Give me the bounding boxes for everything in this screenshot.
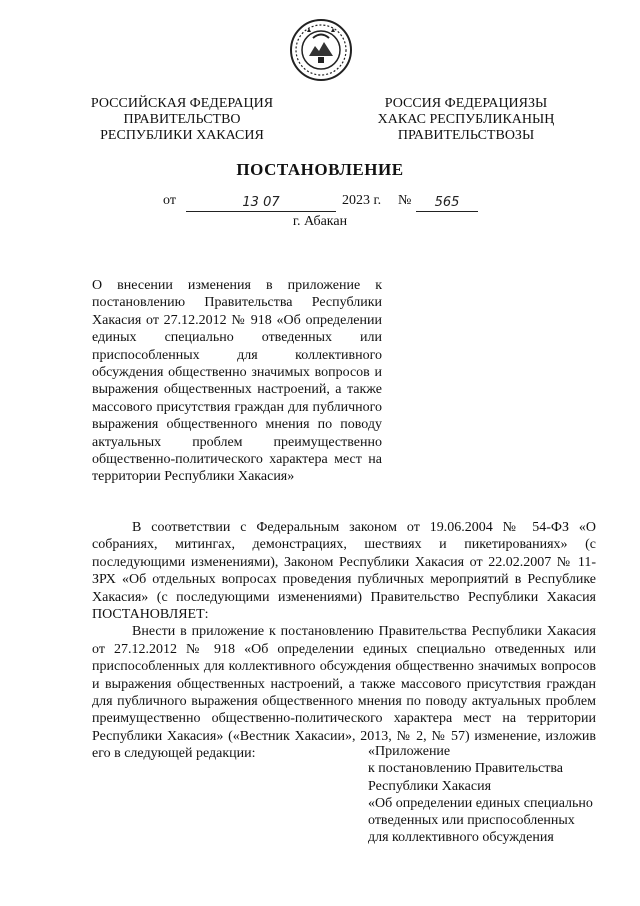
- year-label: 2023 г.: [342, 193, 382, 208]
- header-right-line-1: РОССИЯ ФЕДЕРАЦИЯЗЫ: [384, 96, 548, 111]
- header-left-line-3: РЕСПУБЛИКИ ХАКАСИЯ: [100, 128, 264, 143]
- header-right-line-3: ПРАВИТЕЛЬСТВОЗЫ: [397, 128, 535, 143]
- annex-header: [368, 743, 608, 847]
- header-left-line-1: РОССИЙСКАЯ ФЕДЕРАЦИЯ: [90, 96, 274, 111]
- annex-line-3: Республики Хакасия: [368, 778, 492, 794]
- annex-line-6: для коллективного обсуждения: [368, 830, 554, 846]
- document-body: [92, 519, 596, 763]
- body-paragraph-2: Внести в приложение к постановлению Правительства Республики Хакасия от 27.12.2012 № 918 «Об определении единых специально отведенных или приспособленных для коллективного обсуждения общественно значимых вопросов и выражения общественных настроений, а также массового присутствия граждан для публичного выражения общественного мнения по поводу актуальных проблем преимущественно общественно-политического характера мест на территории Республики Хакасия» («Вестник Хакасии», 2013, № 2, № 57) изменение, изложив его в следующей редакции:: [92, 624, 596, 762]
- number-handwritten: 565: [416, 196, 478, 212]
- city-label: г. Абакан: [292, 214, 348, 229]
- annex-line-1: «Приложение: [368, 744, 451, 759]
- date-from-label: от: [163, 193, 176, 208]
- document-subject: О внесении изменения в приложение к постановлению Правительства Республики Хакасия от 27.12.2012 № 918 «Об определении единых специально отведенных или приспособленных для коллективного обсуждения общественно значимых вопросов и выражения общественных настроений, а также массового присутствия граждан для публичного выражения общественного мнения по поводу актуальных проблем преимущественно общественно-политического характера мест на территории Республики Хакасия»: [92, 278, 382, 485]
- header-left-block: [82, 96, 282, 144]
- date-handwritten: 13 07: [186, 196, 336, 212]
- annex-line-2: к постановлению Правительства: [368, 761, 564, 777]
- body-paragraph-1: В соответствии с Федеральным законом от 19.06.2004 № 54-ФЗ «О собраниях, митингах, демонстрациях, шествиях и пикетированиях» (с последующими изменениями), Законом Республики Хакасия от 22.02.2007 № 11-ЗРХ «Об отдельных вопросах проведения публичных мероприятий в Республике Хакасия» (с последующими изменениями) Правительство Республики Хакасия ПОСТАНОВЛЯЕТ:: [92, 520, 596, 623]
- annex-line-5: отведенных или приспособленных: [368, 813, 575, 829]
- annex-line-4: «Об определении единых специально: [368, 795, 593, 811]
- coat-of-arms-emblem: [289, 18, 353, 82]
- header-right-block: [366, 96, 566, 144]
- number-label: №: [398, 193, 412, 208]
- header-right-line-2: ХАКАС РЕСПУБЛИКАНЫҢ: [377, 112, 555, 127]
- header-left-line-2: ПРАВИТЕЛЬСТВО: [123, 112, 241, 127]
- document-title: ПОСТАНОВЛЕНИЕ: [236, 160, 404, 179]
